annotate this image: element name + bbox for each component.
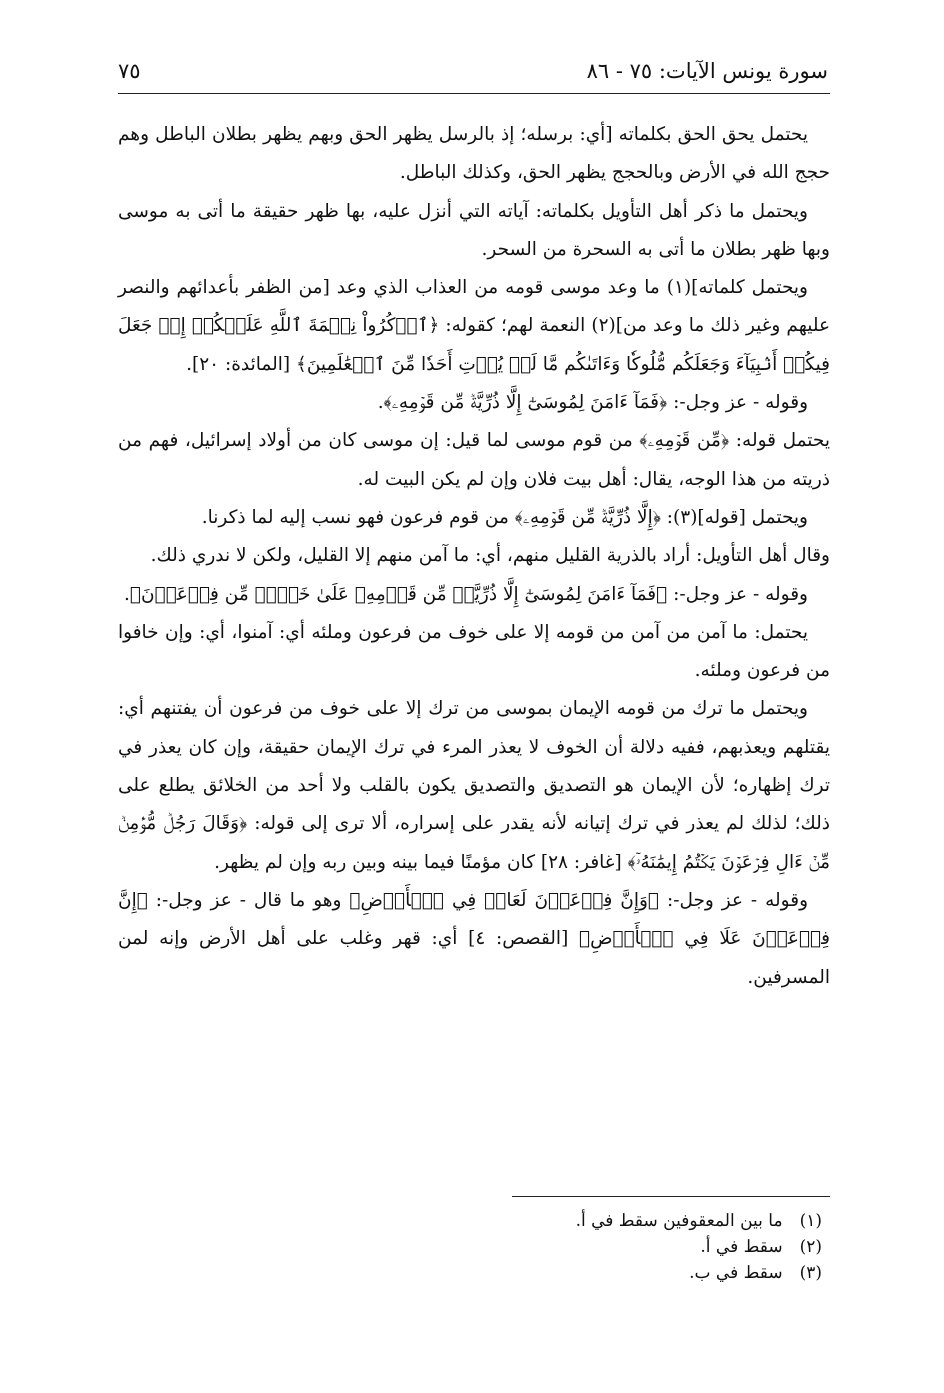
footnote-number: (٢)	[799, 1237, 822, 1257]
footnote-number: (١)	[799, 1211, 822, 1231]
running-title: سورة يونس الآيات: ٧٥ - ٨٦	[586, 59, 828, 83]
page-header	[118, 56, 828, 90]
paragraph-3: ويحتمل كلماته](١) ما وعد موسى قومه من العذاب الذي وعد [من الظفر بأعدائهم والنصر عليهم وغير ذلك ما وعد من](٢) النعمة لهم؛ كقوله: ﴿ٱذۡكُرُواْ نِعۡمَةَ ٱللَّهِ عَلَيۡكُمۡ إِذۡ جَعَلَ فِيكُمۡ أَنۢبِيَآءَ وَجَعَلَكُم مُّلُوكٗا وَءَاتَىٰكُم مَّا لَمۡ يُؤۡتِ أَحَدٗا مِّنَ ٱلۡعَٰلَمِينَ﴾ [المائدة: ٢٠].	[118, 277, 830, 375]
paragraph-4: وقوله - عز وجل-: ﴿فَمَآ ءَامَنَ لِمُوسَىٰٓ إِلَّا ذُرِّيَّةٞ مِّن قَوۡمِهِۦ﴾.	[377, 392, 808, 414]
footnote-text: سقط في أ.	[700, 1237, 783, 1257]
paragraph-2: ويحتمل ما ذكر أهل التأويل بكلماته: آياته التي أنزل عليه، بها ظهر حقيقة ما أتى به موسى وبها ظهر بطلان ما أتى به السحرة من السحر.	[118, 200, 830, 260]
main-text	[118, 116, 830, 997]
footnote-text: سقط في ب.	[689, 1263, 783, 1283]
footnote-rule	[512, 1196, 830, 1197]
footnote-3	[118, 1260, 830, 1286]
footnote-number: (٣)	[799, 1263, 822, 1283]
paragraph-6: ويحتمل [قوله](٣): ﴿إِلَّا ذُرِّيَّةٞ مِّن قَوۡمِهِۦ﴾ من قوم فرعون فهو نسب إليه لما ذكرنا.	[201, 506, 808, 528]
header-rule	[118, 93, 830, 94]
paragraph-8: وقوله - عز وجل-: ﴿فَمَآ ءَامَنَ لِمُوسَىٰٓ إِلَّا ذُرِّيَّةٞ مِّن قَوۡمِهِۦ عَلَىٰ خَوۡفٖ مِّن فِرۡعَوۡنَ﴾.	[124, 583, 808, 605]
footnote-text: ما بين المعقوفين سقط في أ.	[575, 1211, 783, 1231]
paragraph-7: وقال أهل التأويل: أراد بالذرية القليل منهم، أي: ما آمن منهم إلا القليل، ولكن لا ندري ذلك.	[150, 545, 830, 567]
footnotes	[118, 1208, 830, 1286]
paragraph-1: يحتمل يحق الحق بكلماته [أي: برسله؛ إذ بالرسل يظهر الحق وبهم يظهر بطلان الباطل وهم حجج الله في الأرض وبالحجج يظهر الحق، وكذلك الباطل.	[118, 124, 830, 184]
footnote-2	[118, 1234, 830, 1260]
paragraph-5: يحتمل قوله: ﴿مِّن قَوۡمِهِۦ﴾ من قوم موسى لما قيل: إن موسى كان من أولاد إسرائيل، فهم من ذريته من هذا الوجه، يقال: أهل بيت فلان وإن لم يكن البيت له.	[118, 430, 830, 490]
paragraph-10: ويحتمل ما ترك من قومه الإيمان بموسى من ترك إلا على خوف من فرعون أن يفتنهم أي: يقتلهم ويعذبهم، ففيه دلالة أن الخوف لا يعذر المرء في ترك الإيمان حقيقة، وإن كان يعذر في ترك إظهاره؛ لأن الإيمان هو التصديق والتصديق يكون بالقلب ولا أحد من الخلائق يطلع على ذلك؛ لذلك لم يعذر في ترك إتيانه لأنه يقدر على إسراره، ألا ترى إلى قوله: ﴿وَقَالَ رَجُلٞ مُّؤۡمِنٞ مِّنۡ ءَالِ فِرۡعَوۡنَ يَكۡتُمُ إِيمَٰنَهُۥٓ﴾ [غافر: ٢٨] كان مؤمنًا فيما بينه وبين ربه وإن لم يظهر.	[118, 698, 830, 873]
footnote-1	[118, 1208, 830, 1234]
page-number: ٧٥	[118, 59, 141, 83]
paragraph-9: يحتمل: ما آمن من آمن من قومه إلا على خوف من فرعون وملئه أي: آمنوا، أي: وإن خافوا من فرعون وملئه.	[118, 621, 830, 682]
paragraph-11: وقوله - عز وجل-: ﴿وَإِنَّ فِرۡعَوۡنَ لَعَالٖ فِي ٱلۡأَرۡضِ﴾ وهو ما قال - عز وجل-: ﴿إِنَّ فِرۡعَوۡنَ عَلَا فِي ٱلۡأَرۡضِ﴾ [القصص: ٤] أي: قهر وغلب على أهل الأرض وإنه لمن المسرفين.	[118, 889, 830, 988]
